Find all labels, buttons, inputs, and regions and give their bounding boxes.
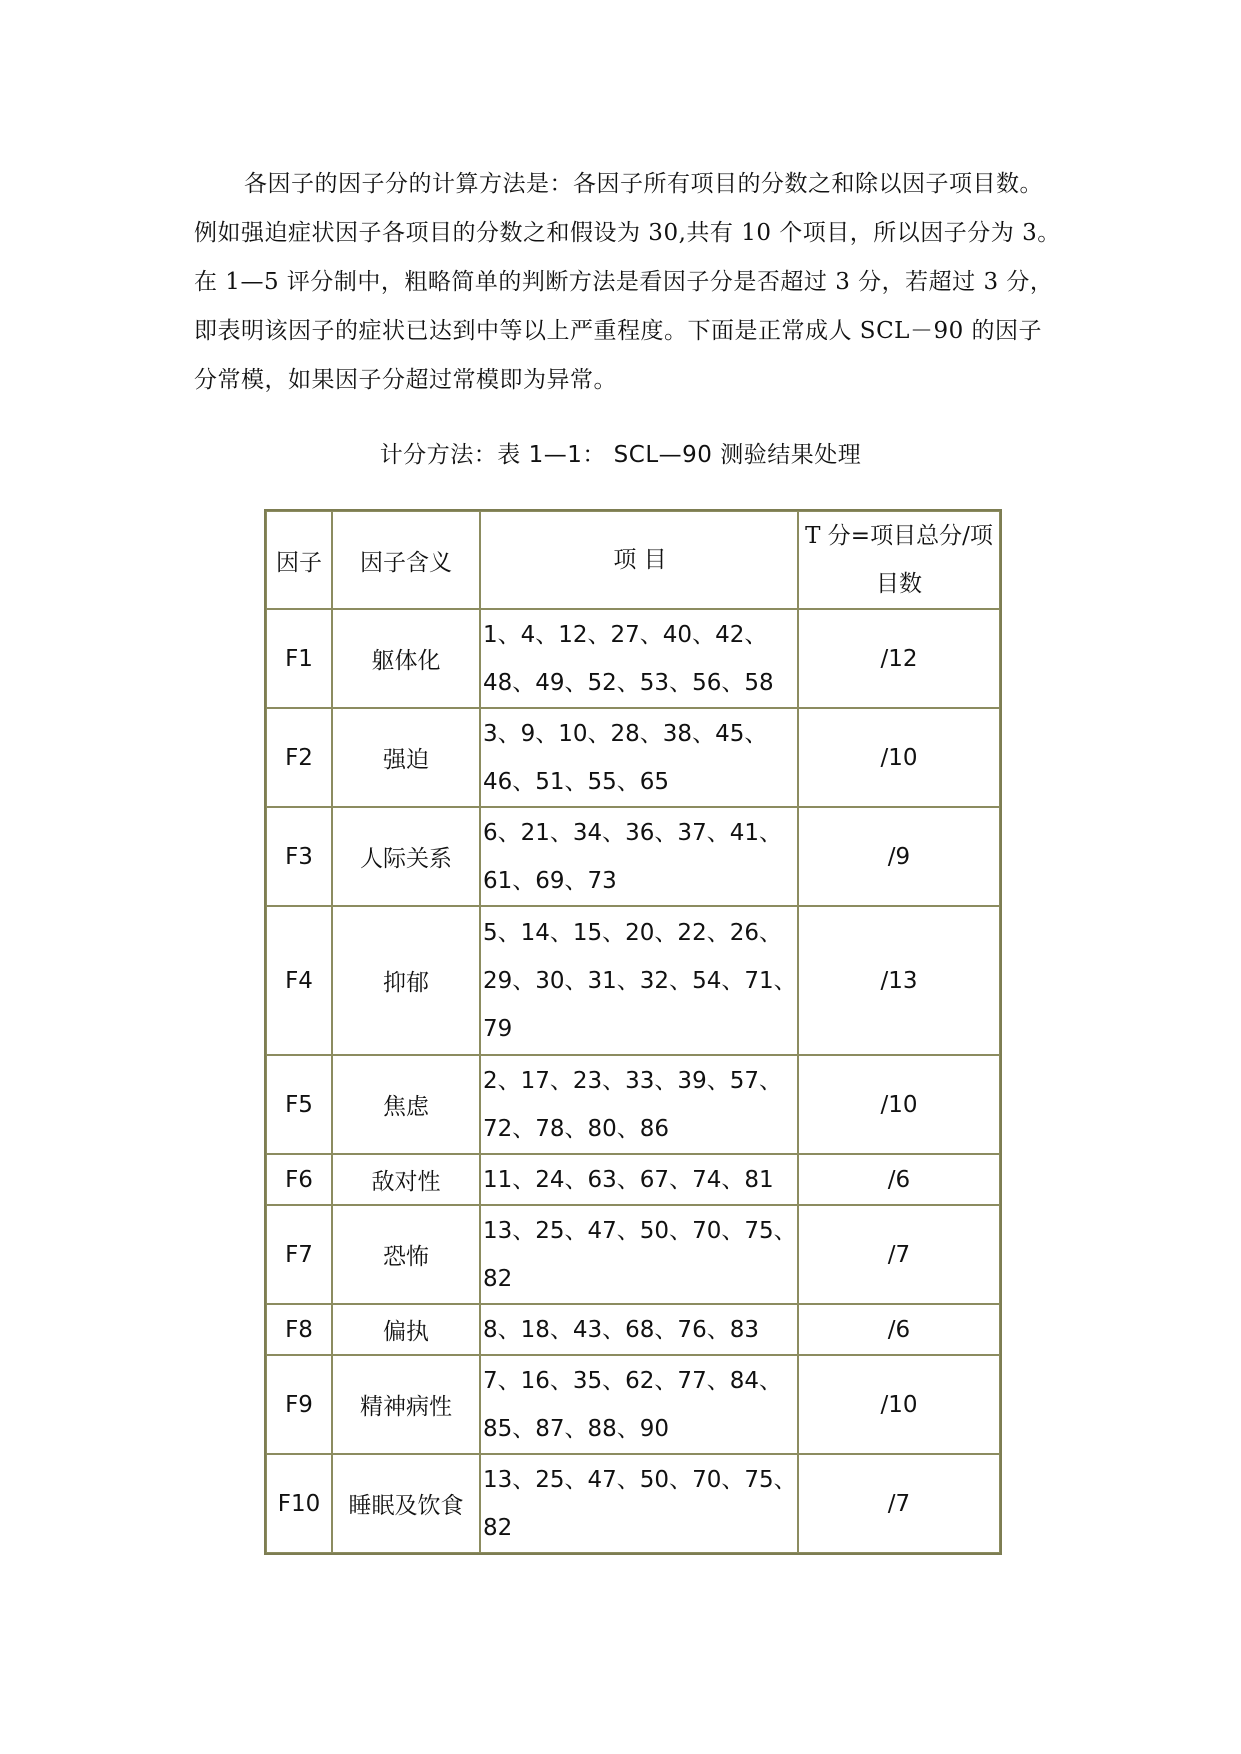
cell-meaning: 敌对性	[332, 1154, 480, 1205]
intro-paragraph	[194, 160, 1094, 405]
cell-meaning: 睡眠及饮食	[332, 1454, 480, 1553]
cell-factor: F1	[266, 609, 332, 708]
cell-factor: F10	[266, 1454, 332, 1553]
cell-t-score: /6	[798, 1154, 1000, 1205]
cell-factor: F8	[266, 1304, 332, 1355]
cell-items: 13、25、47、50、70、75、82	[480, 1205, 798, 1304]
table-row	[266, 1055, 1000, 1154]
table-row	[266, 1205, 1000, 1304]
cell-items: 3、9、10、28、38、45、46、51、55、65	[480, 708, 798, 807]
cell-items: 5、14、15、20、22、26、29、30、31、32、54、71、79	[480, 906, 798, 1055]
header-meaning: 因子含义	[332, 511, 480, 609]
table-row	[266, 1355, 1000, 1454]
table-container	[264, 509, 1002, 1555]
cell-meaning: 焦虑	[332, 1055, 480, 1154]
cell-items: 7、16、35、62、77、84、85、87、88、90	[480, 1355, 798, 1454]
table-header-row	[266, 511, 1000, 609]
cell-factor: F2	[266, 708, 332, 807]
cell-t-score: /7	[798, 1454, 1000, 1553]
table-row	[266, 708, 1000, 807]
intro-line: 各因子的因子分的计算方法是：各因子所有项目的分数之和除以因子项目数。	[244, 171, 1043, 197]
cell-factor: F5	[266, 1055, 332, 1154]
table-row	[266, 1154, 1000, 1205]
cell-meaning: 躯体化	[332, 609, 480, 708]
table-row	[266, 807, 1000, 906]
cell-items: 11、24、63、67、74、81	[480, 1154, 798, 1205]
cell-factor: F7	[266, 1205, 332, 1304]
intro-line: 即表明该因子的症状已达到中等以上严重程度。下面是正常成人 SCL－90 的因子	[194, 318, 1043, 344]
cell-items: 1、4、12、27、40、42、48、49、52、53、56、58	[480, 609, 798, 708]
header-items: 项 目	[480, 511, 798, 609]
cell-meaning: 抑郁	[332, 906, 480, 1055]
header-t-score: T 分=项目总分/项目数	[798, 511, 1000, 609]
header-factor: 因子	[266, 511, 332, 609]
cell-meaning: 强迫	[332, 708, 480, 807]
cell-items: 13、25、47、50、70、75、82	[480, 1454, 798, 1553]
cell-meaning: 恐怖	[332, 1205, 480, 1304]
cell-factor: F6	[266, 1154, 332, 1205]
cell-items: 6、21、34、36、37、41、61、69、73	[480, 807, 798, 906]
cell-t-score: /10	[798, 1055, 1000, 1154]
table-row	[266, 609, 1000, 708]
cell-t-score: /7	[798, 1205, 1000, 1304]
intro-line: 例如强迫症状因子各项目的分数之和假设为 30,共有 10 个项目，所以因子分为 3。	[194, 220, 1061, 246]
scl90-table	[264, 509, 1002, 1555]
intro-line: 在 1—5 评分制中，粗略简单的判断方法是看因子分是否超过 3 分，若超过 3 分，	[194, 269, 1054, 295]
cell-items: 2、17、23、33、39、57、72、78、80、86	[480, 1055, 798, 1154]
cell-t-score: /13	[798, 906, 1000, 1055]
table-caption: 计分方法：表 1—1： SCL—90 测验结果处理	[379, 442, 862, 468]
cell-t-score: /10	[798, 1355, 1000, 1454]
cell-t-score: /12	[798, 609, 1000, 708]
cell-factor: F4	[266, 906, 332, 1055]
cell-factor: F3	[266, 807, 332, 906]
table-row	[266, 906, 1000, 1055]
cell-t-score: /9	[798, 807, 1000, 906]
cell-items: 8、18、43、68、76、83	[480, 1304, 798, 1355]
cell-t-score: /10	[798, 708, 1000, 807]
intro-line: 分常模，如果因子分超过常模即为异常。	[194, 367, 617, 393]
cell-meaning: 精神病性	[332, 1355, 480, 1454]
cell-factor: F9	[266, 1355, 332, 1454]
cell-meaning: 人际关系	[332, 807, 480, 906]
table-row	[266, 1454, 1000, 1553]
table-row	[266, 1304, 1000, 1355]
cell-meaning: 偏执	[332, 1304, 480, 1355]
cell-t-score: /6	[798, 1304, 1000, 1355]
